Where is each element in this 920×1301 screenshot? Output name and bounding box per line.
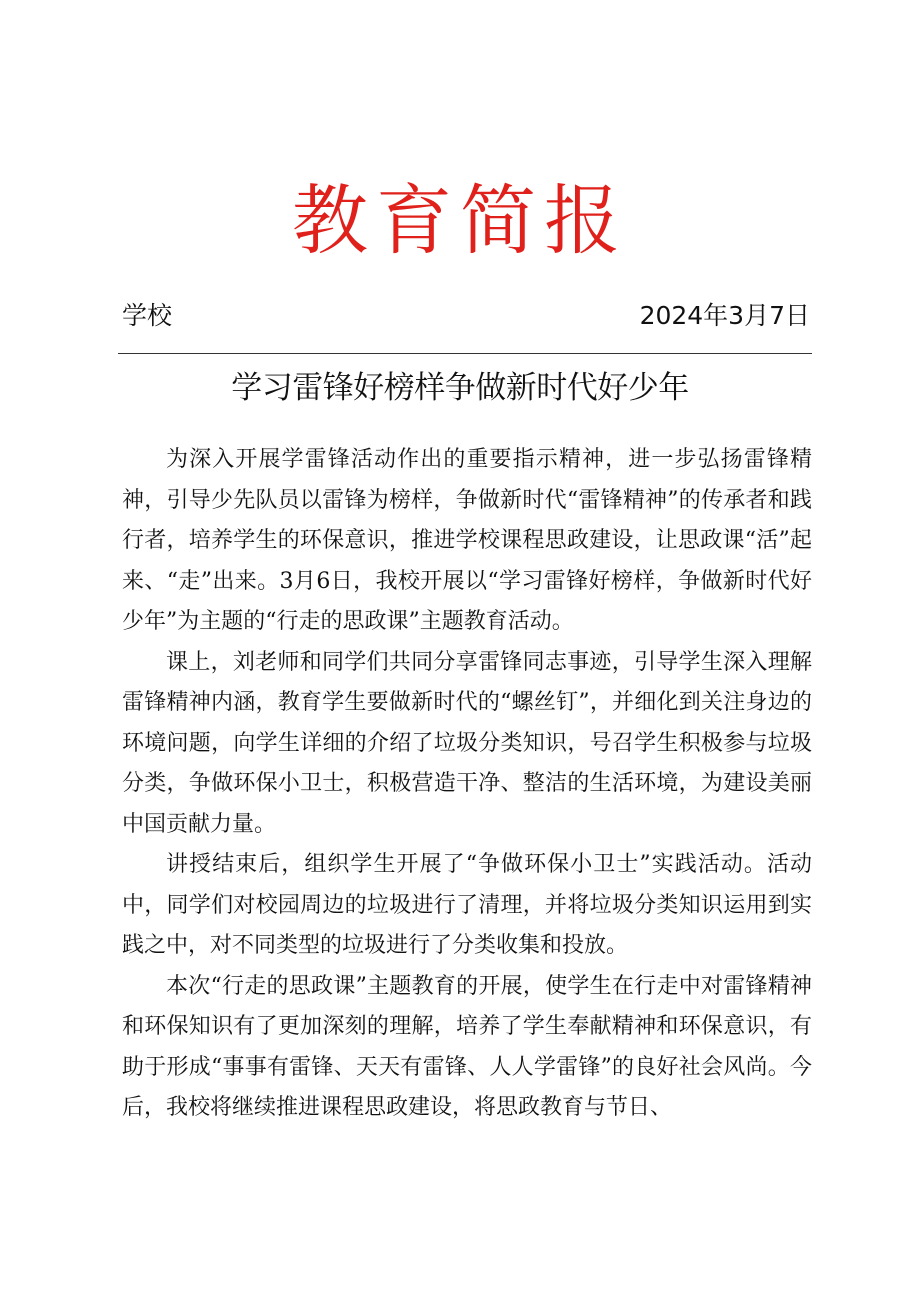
paragraph: 本次“行走的思政课”主题教育的开展，使学生在行走中对雷锋精神和环保知识有了更加深刻的理解，培养了学生奉献精神和环保意识，有助于形成“事事有雷锋、天天有雷锋、人人学雷锋”的良好社会风尚。今后，我校将继续推进课程思政建设，将思政教育与节日、 — [122, 973, 812, 1120]
school-name: 学校 — [122, 301, 173, 330]
header-divider — [118, 353, 812, 354]
issue-date: 2024年3月7日 — [639, 301, 810, 330]
masthead-title: 教育简报 — [292, 176, 628, 265]
meta-row — [122, 296, 810, 336]
article-headline: 学习雷锋好榜样争做新时代好少年 — [231, 370, 689, 406]
paragraph: 讲授结束后，组织学生开展了“争做环保小卫士”实践活动。活动中，同学们对校园周边的垃圾进行了清理，并将垃圾分类知识运用到实践之中，对不同类型的垃圾进行了分类收集和投放。 — [122, 852, 812, 958]
article-body — [122, 440, 812, 1129]
paragraph: 课上，刘老师和同学们共同分享雷锋同志事迹，引导学生深入理解雷锋精神内涵，教育学生要做新时代的“螺丝钉”，并细化到关注身边的环境问题，向学生详细的介绍了垃圾分类知识，号召学生积极参与垃圾分类，争做环保小卫士，积极营造干净、整洁的生活环境，为建设美丽中国贡献力量。 — [122, 649, 812, 837]
paragraph: 为深入开展学雷锋活动作出的重要指示精神，进一步弘扬雷锋精神，引导少先队员以雷锋为榜样，争做新时代“雷锋精神”的传承者和践行者，培养学生的环保意识，推进学校课程思政建设，让思政课“活”起来、“走”出来。3月6日，我校开展以“学习雷锋好榜样，争做新时代好少年”为主题的“行走的思政课”主题教育活动。 — [122, 447, 812, 634]
